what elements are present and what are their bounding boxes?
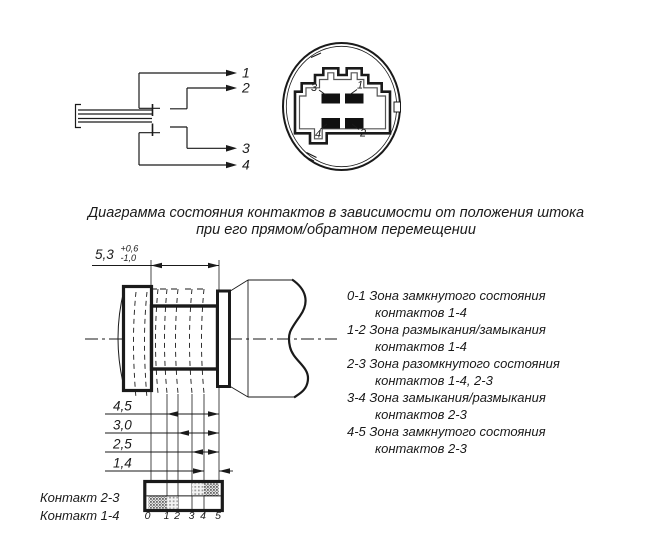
legend-zone: 0-1 — [347, 288, 366, 303]
zone-4-5-contact-2-3 — [204, 483, 219, 496]
arrow-icon — [226, 85, 237, 92]
legend-text: Зона замкнутого состояния — [369, 424, 546, 439]
terminal-label-1: 1 — [242, 64, 250, 81]
legend-text: Зона замкнутого состояния — [369, 288, 546, 303]
dim-step-1: 4,5 — [113, 398, 132, 414]
dim-step-2: 3,0 — [113, 417, 132, 433]
legend-item — [347, 389, 637, 423]
legend-text: Зона разомкнутого состояния — [369, 356, 560, 371]
scale-tick-5: 5 — [215, 510, 221, 522]
legend-item — [347, 423, 637, 457]
dim-total-tol-minus: -1,0 — [120, 253, 137, 263]
legend-text-cont: контактов 1-4 — [375, 339, 467, 354]
legend-text: Зона замыкания/размыкания — [369, 390, 546, 405]
legend-item — [347, 321, 637, 355]
legend-text-cont: контактов 2-3 — [375, 407, 467, 422]
actuator-drawing — [85, 244, 337, 510]
scale-tick-2: 2 — [174, 510, 180, 522]
plunger-cap — [124, 287, 152, 391]
legend-zone: 1-2 — [347, 322, 366, 337]
pin-3 — [322, 94, 341, 104]
zone-3-4-contact-2-3 — [192, 483, 204, 496]
legend-zone: 2-3 — [347, 356, 366, 371]
terminal-arrows — [226, 70, 237, 169]
connector-face-view — [283, 43, 401, 170]
scale-tick-3: 3 — [188, 510, 195, 522]
arrow-icon — [226, 162, 237, 169]
scale-tick-0: 0 — [144, 510, 151, 522]
legend-zone: 4-5 — [347, 424, 366, 439]
dim-step-4: 1,4 — [113, 455, 132, 471]
scale-tick-1: 1 — [163, 510, 170, 522]
diagram-title-line2: при его прямом/обратном перемещении — [196, 222, 476, 238]
contact-row-labels — [40, 489, 119, 524]
dim-total-tol-plus: +0,6 — [120, 243, 139, 254]
diagram-title — [30, 205, 642, 239]
legend-item — [347, 355, 637, 389]
zone-legend — [347, 287, 637, 457]
legend-item — [347, 287, 637, 321]
pin-label-1: 1 — [357, 79, 364, 92]
zone-1-2-contact-1-4 — [167, 496, 178, 509]
terminal-label-4: 4 — [242, 156, 250, 173]
contact-wiring — [139, 73, 230, 165]
contact-state-chart — [145, 482, 223, 523]
diagram-title-line1: Диаграмма состояния контактов в зависимости от положения штока — [87, 205, 585, 221]
terminal-label-2: 2 — [242, 79, 250, 96]
arrow-icon — [226, 145, 237, 152]
contact-row-label-2-3: Контакт 2-3 — [40, 490, 120, 505]
pin-label-3: 3 — [311, 82, 318, 94]
pin-1 — [345, 94, 364, 104]
extension-lines — [151, 260, 219, 509]
arrow-icon — [226, 70, 237, 77]
legend-text-cont: контактов 1-4 — [375, 305, 467, 320]
pin-label-4: 4 — [315, 128, 322, 141]
plunger-plate — [218, 291, 230, 387]
zone-0-1-contact-1-4 — [148, 496, 167, 509]
legend-zone: 3-4 — [347, 390, 366, 405]
terminal-label-3: 3 — [242, 140, 250, 156]
pin-label-2: 2 — [360, 127, 367, 140]
plunger-body — [152, 306, 218, 369]
contact-row-label-1-4: Контакт 1-4 — [40, 507, 120, 523]
legend-text-cont: контактов 2-3 — [375, 441, 467, 456]
dim-total-value: 5,3 — [95, 247, 114, 262]
legend-text: Зона размыкания/замыкания — [369, 322, 546, 337]
pin-4 — [322, 118, 341, 129]
dim-step-3: 2,5 — [113, 436, 132, 452]
switch-schematic — [76, 65, 251, 173]
legend-text-cont: контактов 1-4, 2-3 — [375, 373, 493, 388]
scale-tick-4: 4 — [200, 510, 206, 522]
